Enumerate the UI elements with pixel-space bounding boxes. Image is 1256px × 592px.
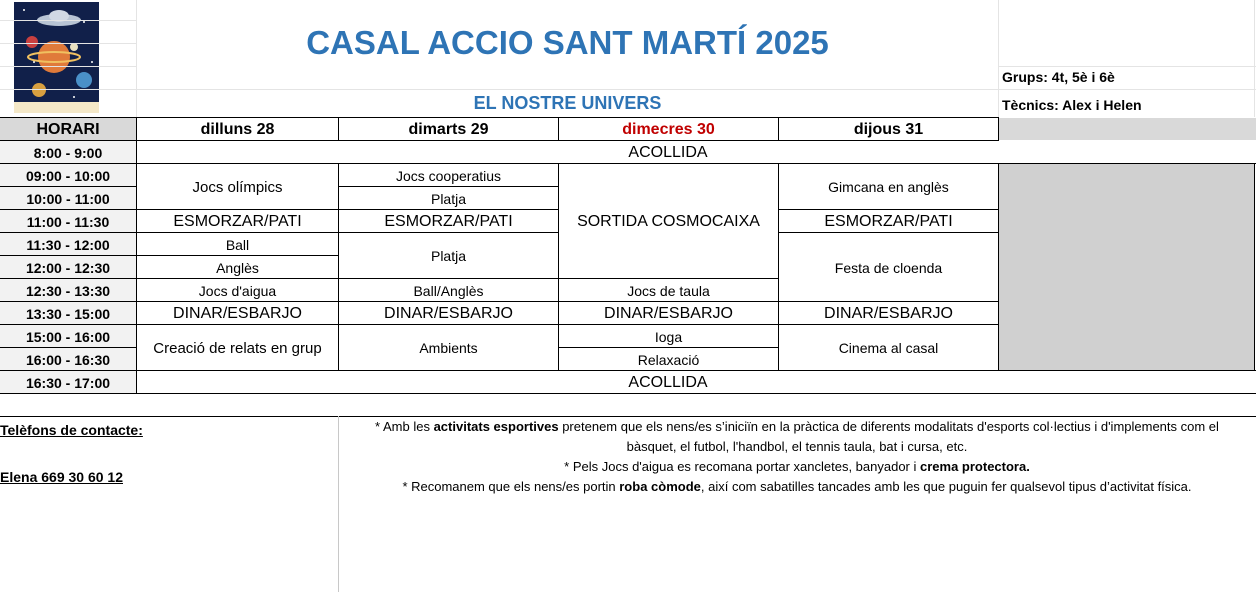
activity-relats: Creació de relats en grup [153,339,322,357]
page-subtitle: EL NOSTRE UNIVERS [473,93,662,113]
page-title: CASAL ACCIO SANT MARTÍ 2025 [306,24,829,61]
activity-dinar-thu: DINAR/ESBARJO [824,304,953,322]
note-water-games: * Pels Jocs d'aigua es recomana portar xancletes, banyador i crema protectora. [564,459,1030,474]
groups-label: Grups: 4t, 5è i 6è [1002,69,1115,85]
time-slot: 10:00 - 11:00 [26,190,110,207]
activity-ioga: Ioga [654,328,683,345]
activity-angles: Anglès [216,259,259,276]
time-slot: 16:30 - 17:00 [25,374,111,391]
contact-label: Telèfons de contacte: [0,422,143,438]
time-slot: 8:00 - 9:00 [33,144,103,161]
activity-gimcana: Gimcana en anglès [828,179,949,195]
activity-dinar-wed: DINAR/ESBARJO [604,304,733,322]
activity-jocs-aigua: Jocs d'aigua [198,282,277,299]
time-slot: 11:30 - 12:00 [26,236,110,253]
day-header-tue: dimarts 29 [408,120,489,138]
activity-ball-angles: Ball/Anglès [413,282,484,299]
space-logo-image [14,2,99,113]
technicians-label: Tècnics: Alex i Helen [1002,97,1142,113]
activity-platja-1: Platja [430,190,467,207]
time-slot: 16:00 - 16:30 [25,351,111,368]
note-clothing: * Recomanem que els nens/es portin roba còmode, així com sabatilles tancades amb les que puguin fer qualsevol tipus d’activitat física. [402,479,1192,494]
activity-esmorzar-thu: ESMORZAR/PATI [824,212,953,230]
empty-grey-block [999,164,1254,370]
acollida-morning: ACOLLIDA [628,143,708,161]
activity-esmorzar-mon: ESMORZAR/PATI [173,212,302,230]
time-slot: 15:00 - 16:00 [25,328,111,345]
time-slot: 09:00 - 10:00 [25,167,111,184]
planets-illustration [14,2,99,113]
note-sports: * Amb les activitats esportives pretenem que els nens/es s’iniciïn en la pràctica de diferents modalitats d'esports col·lectius i d'implements com el [375,419,1219,434]
time-slot: 13:30 - 15:00 [25,305,111,322]
activity-ambients: Ambients [419,340,478,356]
activity-jocs-cooperatius: Jocs cooperatius [395,167,502,184]
activity-dinar-tue: DINAR/ESBARJO [384,304,513,322]
activity-cinema: Cinema al casal [838,340,939,356]
notes-block [340,417,1254,497]
activity-festa-cloenda: Festa de cloenda [834,259,943,276]
activity-jocs-olimpics: Jocs olímpics [192,178,283,196]
activity-jocs-taula: Jocs de taula [627,282,710,299]
horari-header: HORARI [36,120,100,138]
time-slot: 12:30 - 13:30 [25,282,111,299]
activity-sortida-cosmocaixa: SORTIDA COSMOCAIXA [577,212,760,230]
note-sports-line2: bàsquet, el futbol, l'handbol, el tennis taula, bat i cursa, etc. [626,439,968,454]
activity-platja-2: Platja [430,248,467,264]
activity-esmorzar-tue: ESMORZAR/PATI [384,212,513,230]
activity-relaxacio: Relaxació [637,351,700,368]
day-header-mon: dilluns 28 [200,120,275,138]
time-slot: 11:00 - 11:30 [26,213,110,230]
acollida-afternoon: ACOLLIDA [628,373,708,391]
time-slot: 12:00 - 12:30 [25,259,111,276]
day-header-wed: dimecres 30 [622,120,715,138]
contact-phone: Elena 669 30 60 12 [0,469,123,485]
activity-dinar-mon: DINAR/ESBARJO [173,304,302,322]
activity-ball: Ball [225,236,250,253]
header-grey-filler [999,118,1256,140]
day-header-thu: dijous 31 [853,120,924,138]
